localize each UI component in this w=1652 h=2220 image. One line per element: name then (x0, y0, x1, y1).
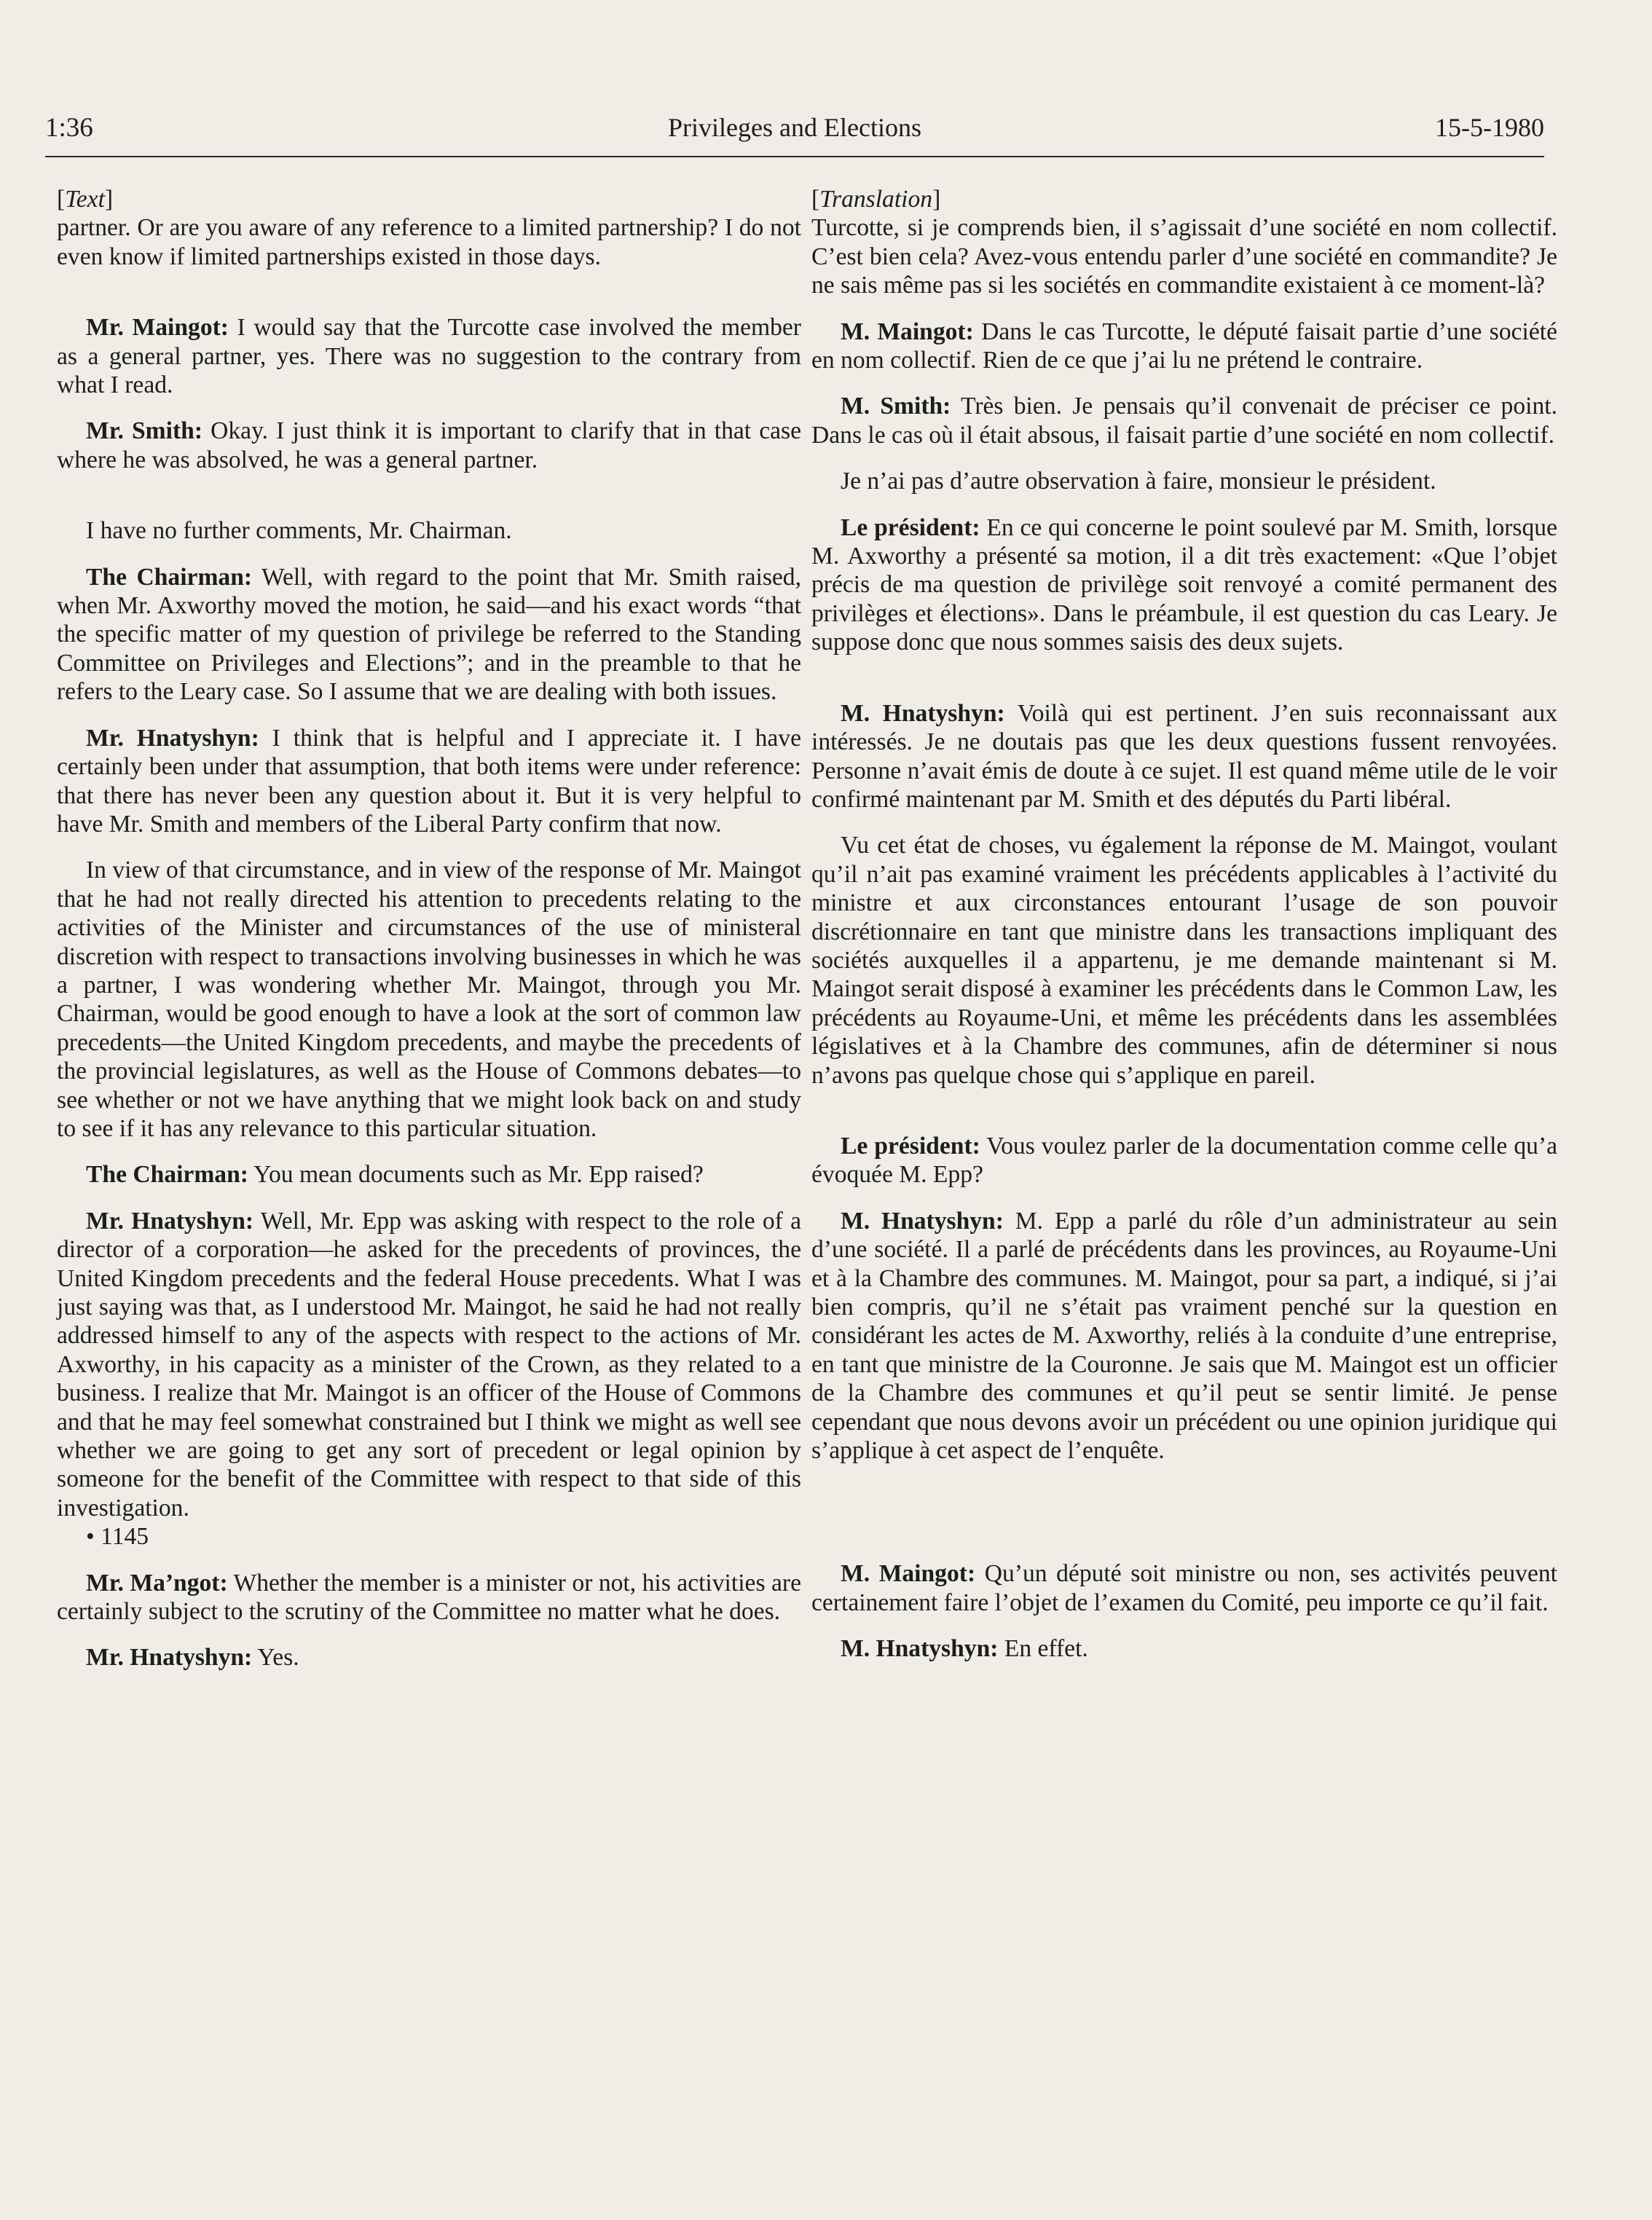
speech-paragraph: Mr. Ma’ngot: Whether the member is a minister or not, his activities are certainly subject to the scrutiny of the Committee no matter what he does. (57, 1569, 801, 1626)
speaker-name: Mr. Maingot: (86, 314, 229, 342)
speech-paragraph: The Chairman: Well, with regard to the point that Mr. Smith raised, when Mr. Axworthy moved the motion, he said—and his exact words “that the specific matter of my question of privilege be referred to the Standing Committee on Privileges and Elections”; and in the preamble to that he refers to the Leary case. So I assume that we are dealing with both issues. (57, 563, 801, 706)
running-title: Privileges and Elections (668, 113, 921, 142)
speaker-name: Mr. Smith: (86, 417, 203, 445)
speaker-name: Mr. Ma’ngot: (86, 1569, 228, 1597)
paragraph: Turcotte, si je comprends bien, il s’agissait d’une société en nom collectif. C’est bien cela? Avez-vous entendu parler d’une société en commandite? Je ne sais même pas si les sociétés en commandite existaient à ce moment-là? (811, 214, 1557, 299)
speaker-name: Mr. Hnatyshyn: (86, 724, 259, 752)
speech-paragraph: M. Hnatyshyn: M. Epp a parlé du rôle d’un administrateur au sein d’une société. Il a parlé de précédents dans les provinces, au Royaume-Uni et à la Chambre des communes. M. Maingot, pour sa part, a indiqué, si j’ai bien compris, qu’il ne s’était pas vraiment penché sur la question en considérant les actes de M. Axworthy, reliés à la conduite d’une entreprise, en tant que ministre de la Couronne. Je sais que M. Maingot est un officier de la Chambre des communes et qu’il peut se sentir limité. Je pense cependant que nous devons avoir un précédent ou une opinion juridique qui s’applique à cet aspect de l’enquête. (811, 1207, 1558, 1465)
french-column (811, 185, 1557, 1664)
speech-paragraph: Le président: En ce qui concerne le point soulevé par M. Smith, lorsque M. Axworthy a présenté sa motion, il a dit très exactement: «Que l’objet précis de ma question de privilège soit renvoyé a comité permanent des privilèges et élections». Dans le préambule, il est question du cas Leary. Je suppose donc que nous sommes saisis des deux sujets. (811, 513, 1557, 656)
speech-paragraph: M. Hnatyshyn: En effet. (841, 1635, 1088, 1663)
speaker-name: M. Smith: (841, 393, 951, 420)
speaker-name: Mr. Hnatyshyn: (86, 1207, 254, 1235)
section-label-text: [Text] (57, 186, 114, 213)
page-header (45, 109, 1544, 157)
timestamp: • 1145 (86, 1523, 149, 1551)
speech-paragraph: Mr. Hnatyshyn: Well, Mr. Epp was asking with respect to the role of a director of a corporation—he asked for the precedents of provinces, the United Kingdom precedents and the federal House precedents. What I was just saying was that, as I understood Mr. Maingot, he said he had not really addressed himself to any of the aspects with respect to the actions of Mr. Axworthy, in his capacity as a minister of the Crown, as they related to a business. I realize that Mr. Maingot is an officer of the House of Commons and that he may feel somewhat constrained but I think we might as well see whether we are going to get any sort of precedent or legal opinion by someone for the benefit of the Committee with respect to that side of this investigation. (57, 1207, 801, 1522)
paragraph: Vu cet état de choses, vu également la réponse de M. Maingot, voulant qu’il n’ait pas examiné vraiment les précédents applicables à l’activité du ministre et aux circonstances entourant l’usage de son pouvoir discrétionnaire en tant que ministre dans les transactions impliquant des sociétés auxquelles il a appartenu, je me demande maintenant si M. Maingot serait disposé à examiner les précédents dans le Common Law, les précédents au Royaume-Uni, et même les précédents dans les assemblées législatives et à la Chambre des communes, afin de déterminer si nous n’avons pas quelque chose qui s’applique en pareil. (811, 832, 1557, 1089)
paragraph: In view of that circumstance, and in view of the response of Mr. Maingot that he had not really directed his attention to precedents relating to the activities of the Minister and circumstances of the use of ministeral discretion with respect to transactions involving businesses in which he was a partner, I was wondering whether Mr. Maingot, through you Mr. Chairman, would be good enough to have a look at the sort of common law precedents—the United Kingdom precedents, and maybe the precedents of the provincial legislatures, as well as the House of Commons debates—to see whether or not we have anything that we might look back on and study to see if it has any relevance to this particular situation. (57, 857, 801, 1142)
speaker-name: The Chairman: (86, 563, 253, 591)
english-column (57, 185, 801, 1672)
paragraph: Je n’ai pas d’autre observation à faire, monsieur le président. (841, 468, 1436, 495)
speech-paragraph: The Chairman: You mean documents such as Mr. Epp raised? (86, 1161, 704, 1189)
speaker-name: M. Hnatyshyn: (841, 699, 1005, 727)
speaker-name: M. Hnatyshyn: (841, 1635, 999, 1663)
speech-paragraph: M. Hnatyshyn: Voilà qui est pertinent. J’en suis reconnaissant aux intéressés. Je ne doutais pas que les deux questions fussent renvoyées. Personne n’avait émis de doute à ce sujet. Il est quand même utile de le voir confirmé maintenant par M. Smith et des députés du Parti libéral. (811, 699, 1557, 813)
speech-paragraph: Le président: Vous voulez parler de la documentation comme celle qu’a évoquée M. Epp? (811, 1132, 1557, 1189)
speaker-name: Le président: (841, 513, 980, 541)
speaker-name: M. Maingot: (841, 318, 974, 345)
speech-paragraph: M. Smith: Très bien. Je pensais qu’il convenait de préciser ce point. Dans le cas où il était absous, il faisait partie d’une société en nom collectif. (811, 393, 1557, 449)
speech-paragraph: M. Maingot: Qu’un député soit ministre ou non, ses activités peuvent certainement faire l’objet de l’examen du Comité, peu importe ce qu’il fait. (811, 1560, 1557, 1616)
paragraph: I have no further comments, Mr. Chairman. (86, 517, 512, 545)
speech-paragraph: Mr. Smith: Okay. I just think it is important to clarify that in that case where he was absolved, he was a general partner. (57, 417, 801, 473)
speech-paragraph: Mr. Hnatyshyn: I think that is helpful and I appreciate it. I have certainly been under that assumption, that both items were under reference: that there has never been any question about it. But it is very helpful to have Mr. Smith and members of the Liberal Party confirm that now. (57, 724, 802, 838)
speaker-name: M. Hnatyshyn: (841, 1207, 1004, 1235)
speaker-name: Mr. Hnatyshyn: (86, 1644, 253, 1672)
page-number: 1:36 (45, 113, 93, 143)
speech-paragraph: Mr. Maingot: I would say that the Turcotte case involved the member as a general partner, yes. There was no suggestion to the contrary from what I read. (57, 314, 801, 399)
speaker-name: The Chairman: (86, 1161, 248, 1189)
speaker-name: Le président: (841, 1132, 980, 1160)
section-label-translation: [Translation] (811, 186, 941, 213)
page-date: 15-5-1980 (1435, 113, 1544, 142)
speech-paragraph: Mr. Hnatyshyn: Yes. (86, 1644, 299, 1672)
speech-paragraph: M. Maingot: Dans le cas Turcotte, le député faisait partie d’une société en nom collectif. Rien de ce que j’ai lu ne prétend le contraire. (811, 318, 1557, 374)
paragraph: partner. Or are you aware of any reference to a limited partnership? I do not even know if limited partnerships existed in those days. (57, 214, 801, 270)
speaker-name: M. Maingot: (841, 1560, 976, 1588)
